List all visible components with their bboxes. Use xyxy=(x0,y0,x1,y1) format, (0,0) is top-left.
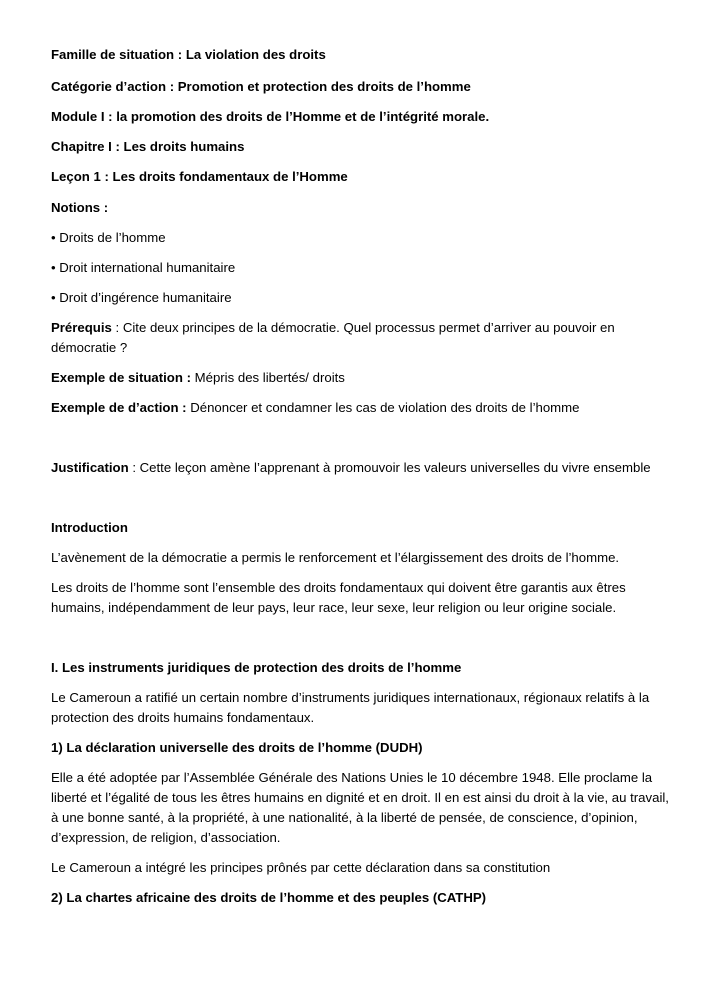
subsection-1-heading: 1) La déclaration universelle des droits de l’homme (DUDH) xyxy=(51,740,423,755)
prerequis-label: Prérequis xyxy=(51,320,112,335)
exemple-situation-line xyxy=(51,368,676,388)
exemple-action-line xyxy=(51,398,676,418)
notion-item: • Droits de l’homme xyxy=(51,230,166,245)
notion-item: • Droit international humanitaire xyxy=(51,260,236,275)
exemple-action-label: Exemple de d’action : xyxy=(51,400,187,415)
lecon-line: Leçon 1 : Les droits fondamentaux de l’Homme xyxy=(51,169,348,184)
introduction-paragraph-2: Les droits de l’homme sont l’ensemble des droits fondamentaux qui doivent être garantis aux êtres humains, indépendamment de leur pays, leur race, leur sexe, leur religion ou leur origine sociale. xyxy=(51,580,626,615)
introduction-paragraph-1: L’avènement de la démocratie a permis le renforcement et l’élargissement des droits de l’homme. xyxy=(51,550,620,565)
famille-line: Famille de situation : La violation des droits xyxy=(51,47,326,62)
justification-label: Justification xyxy=(51,460,129,475)
prerequis-paragraph xyxy=(51,318,679,358)
exemple-action-text: Dénoncer et condamner les cas de violation des droits de l’homme xyxy=(186,400,580,415)
categorie-line: Catégorie d’action : Promotion et protection des droits de l’homme xyxy=(51,79,471,94)
justification-line xyxy=(51,458,676,478)
subsection-2-heading: 2) La chartes africaine des droits de l’homme et des peuples (CATHP) xyxy=(51,890,487,905)
notions-label: Notions : xyxy=(51,200,109,215)
subsection-1-paragraph-2: Le Cameroun a intégré les principes prônés par cette déclaration dans sa constitution xyxy=(51,860,551,875)
prerequis-text: : Cite deux principes de la démocratie. Quel processus permet d’arriver au pouvoir en démocratie ? xyxy=(51,320,615,355)
subsection-1-paragraph-1: Elle a été adoptée par l’Assemblée Générale des Nations Unies le 10 décembre 1948. Elle proclame la liberté et l’égalité de tous les êtres humains en dignité et en droit. Il en est ainsi du droit à la vie, au travail, à une bonne santé, à la propriété, à une nationalité, à la liberté de pensée, de conscience, d’opinion, d’expression, de religion, d’association. xyxy=(51,770,669,845)
exemple-situation-text: Mépris des libertés/ droits xyxy=(190,370,345,385)
section-1-heading: I. Les instruments juridiques de protection des droits de l’homme xyxy=(51,660,462,675)
chapitre-line: Chapitre I : Les droits humains xyxy=(51,139,245,154)
justification-text: : Cette leçon amène l’apprenant à promouvoir les valeurs universelles du vivre ensemble xyxy=(128,460,651,475)
notion-item: • Droit d’ingérence humanitaire xyxy=(51,290,232,305)
section-1-paragraph: Le Cameroun a ratifié un certain nombre d’instruments juridiques internationaux, régionaux relatifs à la protection des droits humains fondamentaux. xyxy=(51,690,650,725)
module-line: Module I : la promotion des droits de l’Homme et de l’intégrité morale. xyxy=(51,109,490,124)
exemple-situation-label: Exemple de situation : xyxy=(51,370,191,385)
introduction-heading: Introduction xyxy=(51,520,128,535)
